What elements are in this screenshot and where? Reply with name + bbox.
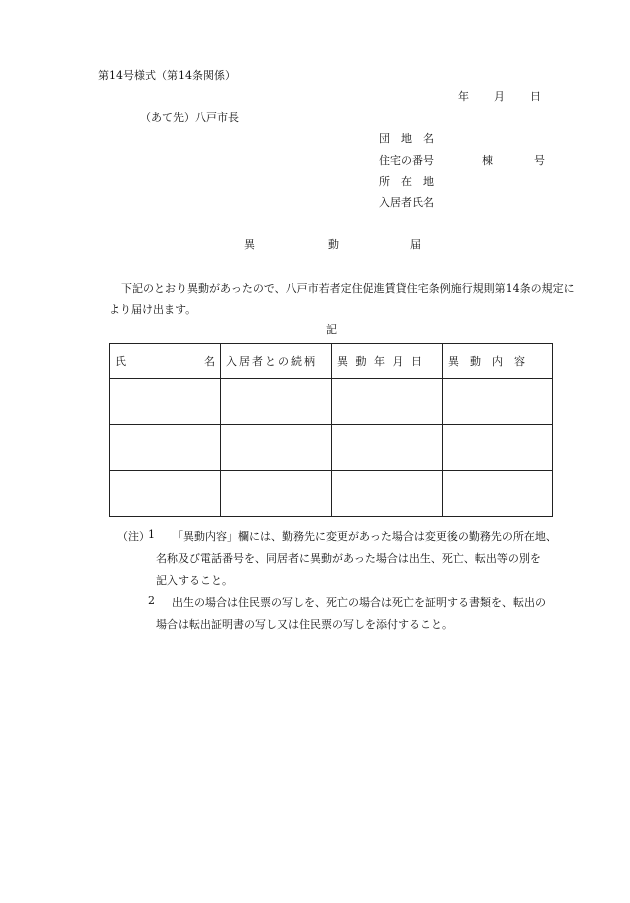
cell-change-date[interactable] xyxy=(332,425,443,471)
addressee: （あて先）八戸市長 xyxy=(140,111,239,124)
cell-change-date[interactable] xyxy=(332,379,443,425)
building-label: 棟 xyxy=(482,154,493,167)
date-line xyxy=(458,88,541,104)
title-char-3: 届 xyxy=(410,238,421,251)
cell-relationship[interactable] xyxy=(221,471,332,517)
header-change-date: 異 動 年 月 日 xyxy=(332,344,443,379)
room-label: 号 xyxy=(534,154,545,167)
table-header-row xyxy=(110,344,553,379)
title-char-1: 異 xyxy=(244,238,255,251)
note-1-line-2: 名称及び電話番号を、同居者に異動があった場合は出生、死亡、転出等の別を xyxy=(156,552,541,565)
records-table xyxy=(109,343,553,517)
complex-name-label: 団 地 名 xyxy=(379,132,434,145)
form-code: 第14号様式（第14条関係） xyxy=(98,69,236,82)
note-1-number: 1 xyxy=(148,528,155,541)
cell-name[interactable] xyxy=(110,471,221,517)
cell-change-content[interactable] xyxy=(443,425,553,471)
note-2-line-2: 場合は転出証明書の写し又は住民票の写しを添付すること。 xyxy=(156,618,453,631)
cell-name[interactable] xyxy=(110,379,221,425)
resident-name-label: 入居者氏名 xyxy=(379,196,434,209)
cell-relationship[interactable] xyxy=(221,425,332,471)
note-1-line-3: 記入すること。 xyxy=(156,574,233,587)
note-2-number: 2 xyxy=(148,594,155,607)
header-name: 氏 名 xyxy=(110,344,221,379)
note-2-line-1: 出生の場合は住民票の写しを、死亡の場合は死亡を証明する書類を、転出の xyxy=(172,596,546,609)
cell-change-content[interactable] xyxy=(443,379,553,425)
table-row xyxy=(110,471,553,517)
ki-label: 記 xyxy=(326,323,337,336)
cell-change-date[interactable] xyxy=(332,471,443,517)
title-char-2: 動 xyxy=(328,238,339,251)
body-text: 下記のとおり異動があったので、八戸市若者定住促進賃貸住宅条例施行規則第14条の規定により届け出ます。 xyxy=(109,282,575,316)
date-month-field[interactable]: 月 xyxy=(494,90,505,103)
cell-change-content[interactable] xyxy=(443,471,553,517)
cell-name[interactable] xyxy=(110,425,221,471)
unit-number-label: 住宅の番号 xyxy=(379,154,434,167)
document-title xyxy=(244,236,421,252)
date-day-field[interactable]: 日 xyxy=(530,90,541,103)
header-change-content: 異 動 内 容 xyxy=(443,344,553,379)
address-label: 所 在 地 xyxy=(379,175,434,188)
note-1-line-1: 「異動内容」欄には、勤務先に変更があった場合は変更後の勤務先の所在地、 xyxy=(172,530,557,543)
header-relationship: 入居者との続柄 xyxy=(221,344,332,379)
table-row xyxy=(110,379,553,425)
table-row xyxy=(110,425,553,471)
date-year-field[interactable]: 年 xyxy=(458,90,469,103)
notes-prefix: （注） xyxy=(117,530,150,543)
cell-relationship[interactable] xyxy=(221,379,332,425)
